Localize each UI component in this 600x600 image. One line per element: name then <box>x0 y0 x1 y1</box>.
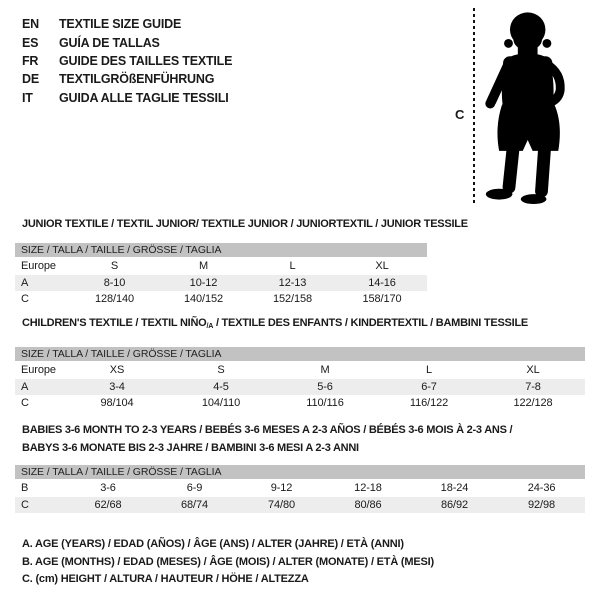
age-cell: 4-5 <box>213 380 229 393</box>
height-cell: 140/152 <box>183 293 224 306</box>
row-label: A <box>21 276 29 289</box>
language-row-fr <box>22 52 232 70</box>
age-cell: 3-4 <box>109 380 125 393</box>
table-row-height <box>15 497 585 514</box>
height-measure-line <box>473 8 475 206</box>
footnote-age-years: A. AGE (YEARS) / EDAD (AÑOS) / ÂGE (ANS) / ALTER (JAHRE) / ETÀ (ANNI) <box>22 538 404 550</box>
age-cell: 7-8 <box>525 380 541 393</box>
language-code: FR <box>22 53 39 68</box>
height-cell: 74/80 <box>267 498 296 511</box>
size-header-row <box>15 465 585 479</box>
children-heading-sub: /A <box>206 322 214 330</box>
children-section-heading <box>22 317 528 330</box>
size-cell: S <box>110 259 119 272</box>
height-cell: 116/122 <box>409 397 449 410</box>
height-cell: 152/158 <box>272 293 313 306</box>
size-cell: M <box>198 259 209 272</box>
junior-size-table <box>15 243 427 308</box>
height-measure-label: C <box>455 107 465 122</box>
height-cell: 92/98 <box>528 498 556 511</box>
table-row-height <box>15 395 585 412</box>
size-header-row <box>15 347 585 361</box>
height-cell: 122/128 <box>513 397 553 410</box>
size-cell: XS <box>109 363 125 376</box>
table-row-age-months <box>15 479 585 497</box>
children-heading-post: / TEXTILE DES ENFANTS / KINDERTEXTIL / BAMBINI TESSILE <box>213 317 528 329</box>
size-cell: XL <box>526 363 540 376</box>
age-cell: 9-12 <box>270 481 293 494</box>
language-row-en <box>22 15 232 33</box>
row-label: Europe <box>21 363 56 376</box>
size-header: SIZE / TALLA / TAILLE / GRÖSSE / TAGLIA <box>15 465 585 479</box>
footnote-legend <box>22 536 434 589</box>
age-cell: 8-10 <box>103 276 126 289</box>
size-header-row <box>15 243 427 257</box>
language-row-it <box>22 89 232 107</box>
language-title-list <box>22 15 232 107</box>
age-cell: 18-24 <box>440 481 469 494</box>
language-code: ES <box>22 35 39 50</box>
row-label: C <box>21 293 29 306</box>
babies-heading-line2: BABYS 3-6 MONATE BIS 2-3 JAHRE / BAMBINI 3-6 MESI A 2-3 ANNI <box>22 442 359 454</box>
height-cell: 62/68 <box>94 498 122 511</box>
language-title: GUÍA DE TALLAS <box>59 35 160 50</box>
height-cell: 158/170 <box>362 293 402 306</box>
size-cell: L <box>425 363 433 376</box>
height-cell: 104/110 <box>201 397 241 410</box>
age-cell: 12-13 <box>278 276 307 289</box>
language-title: TEXTILE SIZE GUIDE <box>59 17 182 32</box>
age-cell: 3-6 <box>100 481 116 494</box>
language-row-de <box>22 70 232 88</box>
language-code: IT <box>22 90 33 105</box>
baby-silhouette-icon <box>484 4 598 206</box>
row-label: C <box>21 397 29 410</box>
height-cell: 86/92 <box>440 498 469 511</box>
row-label: A <box>21 380 29 393</box>
age-cell: 12-18 <box>354 481 382 494</box>
table-row-height <box>15 291 427 308</box>
language-code: EN <box>22 17 39 32</box>
height-cell: 80/86 <box>354 498 382 511</box>
row-label: Europe <box>21 259 56 272</box>
footnote-age-months: B. AGE (MONTHS) / EDAD (MESES) / ÂGE (MOIS) / ALTER (MONATE) / ETÀ (MESI) <box>22 555 434 568</box>
age-cell: 24-36 <box>527 481 556 494</box>
row-label: C <box>21 498 29 511</box>
size-header: SIZE / TALLA / TAILLE / GRÖSSE / TAGLIA <box>15 347 585 361</box>
height-cell: 110/116 <box>306 397 344 410</box>
age-cell: 6-7 <box>421 380 437 393</box>
children-heading-pre: CHILDREN'S TEXTILE / TEXTIL NIÑO <box>22 317 207 329</box>
height-cell: 128/140 <box>94 293 135 306</box>
size-cell: XL <box>375 259 389 272</box>
junior-section-heading: JUNIOR TEXTILE / TEXTIL JUNIOR/ TEXTILE JUNIOR / JUNIORTEXTIL / JUNIOR TESSILE <box>22 218 468 230</box>
language-title: TEXTILGRÖßENFÜHRUNG <box>59 72 215 87</box>
height-cell: 68/74 <box>180 498 209 511</box>
size-cell: S <box>217 363 225 376</box>
age-cell: 5-6 <box>317 380 333 393</box>
table-row-europe <box>15 361 585 379</box>
size-cell: L <box>289 259 296 272</box>
footnote-height-cm: C. (cm) HEIGHT / ALTURA / HAUTEUR / HÖHE / ALTEZZA <box>22 573 309 586</box>
age-cell: 14-16 <box>368 276 396 289</box>
babies-size-table <box>15 465 585 513</box>
language-code: DE <box>22 72 39 87</box>
babies-heading-line1: BABIES 3-6 MONTH TO 2-3 YEARS / BEBÉS 3-6 MESES A 2-3 AÑOS / BÉBÉS 3-6 MOIS À 2-3 ANS / <box>22 424 513 436</box>
table-row-age <box>15 379 585 396</box>
size-header: SIZE / TALLA / TAILLE / GRÖSSE / TAGLIA <box>15 243 427 257</box>
age-cell: 10-12 <box>189 276 218 289</box>
children-size-table <box>15 347 585 412</box>
babies-section-heading <box>22 421 512 457</box>
language-row-es <box>22 33 232 51</box>
language-title: GUIDE DES TAILLES TEXTILE <box>59 53 233 68</box>
table-row-europe <box>15 257 427 275</box>
table-row-age <box>15 275 427 292</box>
row-label: B <box>21 481 29 494</box>
size-cell: M <box>320 363 330 376</box>
language-title: GUIDA ALLE TAGLIE TESSILI <box>59 90 229 105</box>
height-cell: 98/104 <box>100 397 134 410</box>
age-cell: 6-9 <box>186 481 203 494</box>
